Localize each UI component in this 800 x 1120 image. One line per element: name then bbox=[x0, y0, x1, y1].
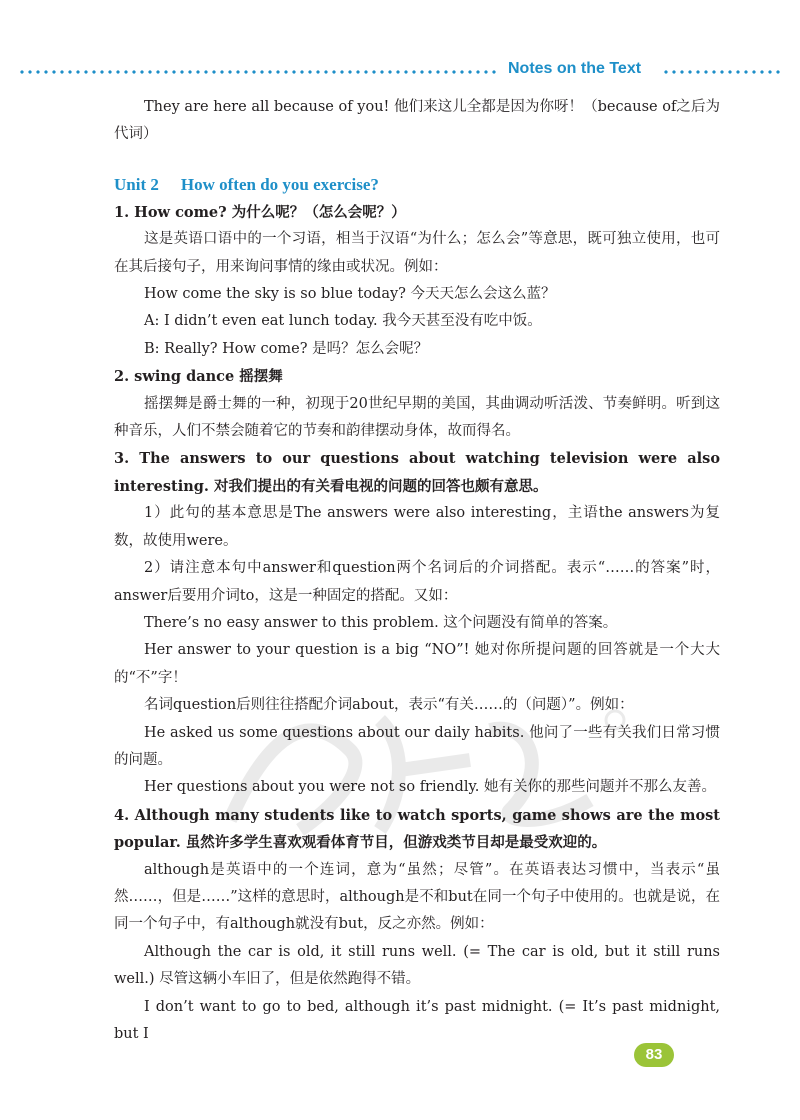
note-3-para: 名词question后则往往搭配介词about，表示“有关……的（问题）”。例如： bbox=[144, 697, 634, 714]
note-heading-4: 4. Although many students like to watch sports, game shows are the most popular. 虽然许多学生喜欢观看体育节目，但游戏类节目却是最受欢迎的。 bbox=[114, 806, 720, 852]
header-title: Notes on the Text bbox=[508, 60, 642, 77]
note-4-para: although是英语中的一个连词，意为“虽然；尽管”。在英语表达习惯中，当表示“虽然……，但是……”这样的意思时，although是不和but在同一个句子中使用的。也就是说，在同一个句子中，有although就没有but，反之亦然。例如： bbox=[114, 861, 720, 933]
note-3-example: Her answer to your question is a big “NO”! 她对你所提问题的回答就是一个大大的“不”字！ bbox=[114, 642, 720, 686]
top-paragraph: They are here all because of you! 他们来这儿全都是因为你呀！（because of之后为代词） bbox=[114, 99, 720, 143]
note-3-example: He asked us some questions about our daily habits. 他问了一些有关我们日常习惯的问题。 bbox=[114, 724, 720, 768]
note-heading-2: 2. swing dance 摇摆舞 bbox=[114, 368, 283, 386]
note-1-example: How come the sky is so blue today? 今天天怎么会这么蓝？ bbox=[144, 286, 556, 303]
header-dots-right bbox=[662, 70, 784, 74]
page-header bbox=[0, 60, 800, 84]
note-3-example: There’s no easy answer to this problem. 这个问题没有简单的答案。 bbox=[144, 614, 618, 631]
note-1-example: B: Really? How come? 是吗？怎么会呢？ bbox=[144, 340, 429, 357]
unit-heading bbox=[114, 171, 720, 199]
note-heading-1: 1. How come? 为什么呢？（怎么会呢？） bbox=[114, 203, 406, 221]
note-4-example: Although the car is old, it still runs well. (= The car is old, but it still runs well.) 尽管这辆小车旧了，但是依然跑得不错。 bbox=[114, 943, 720, 988]
note-3-para: 1）此句的基本意思是The answers were also interesting，主语the answers为复数，故使用were。 bbox=[114, 505, 720, 549]
note-3-para: 2）请注意本句中answer和question两个名词后的介词搭配。表示“……的答案”时，answer后要用介词to，这是一种固定的搭配。又如： bbox=[114, 560, 720, 604]
note-heading-3: 3. The answers to our questions about watching television were also interesting. 对我们提出的有关看电视的问题的回答也颇有意思。 bbox=[114, 450, 720, 495]
note-3-example: Her questions about you were not so friendly. 她有关你的那些问题并不那么友善。 bbox=[144, 779, 716, 796]
note-1-para: 这是英语口语中的一个习语，相当于汉语“为什么；怎么会”等意思，既可独立使用，也可在其后接句子，用来询问事情的缘由或状况。例如： bbox=[114, 231, 720, 275]
note-1-example: A: I didn’t even eat lunch today. 我今天甚至没有吃中饭。 bbox=[144, 313, 542, 330]
page-content bbox=[114, 94, 720, 1048]
unit-number: Unit 2 bbox=[114, 174, 159, 194]
note-4-example: I don’t want to go to bed, although it’s past midnight. (= It’s past midnight, but I bbox=[114, 998, 720, 1042]
unit-title: How often do you exercise? bbox=[180, 174, 379, 194]
page-number-badge: 83 bbox=[634, 1043, 674, 1067]
note-2-para: 摇摆舞是爵士舞的一种，初现于20世纪早期的美国，其曲调动听活泼、节奏鲜明。听到这种音乐，人们不禁会随着它的节奏和韵律摆动身体，故而得名。 bbox=[114, 395, 720, 440]
header-dots-left bbox=[18, 70, 498, 74]
